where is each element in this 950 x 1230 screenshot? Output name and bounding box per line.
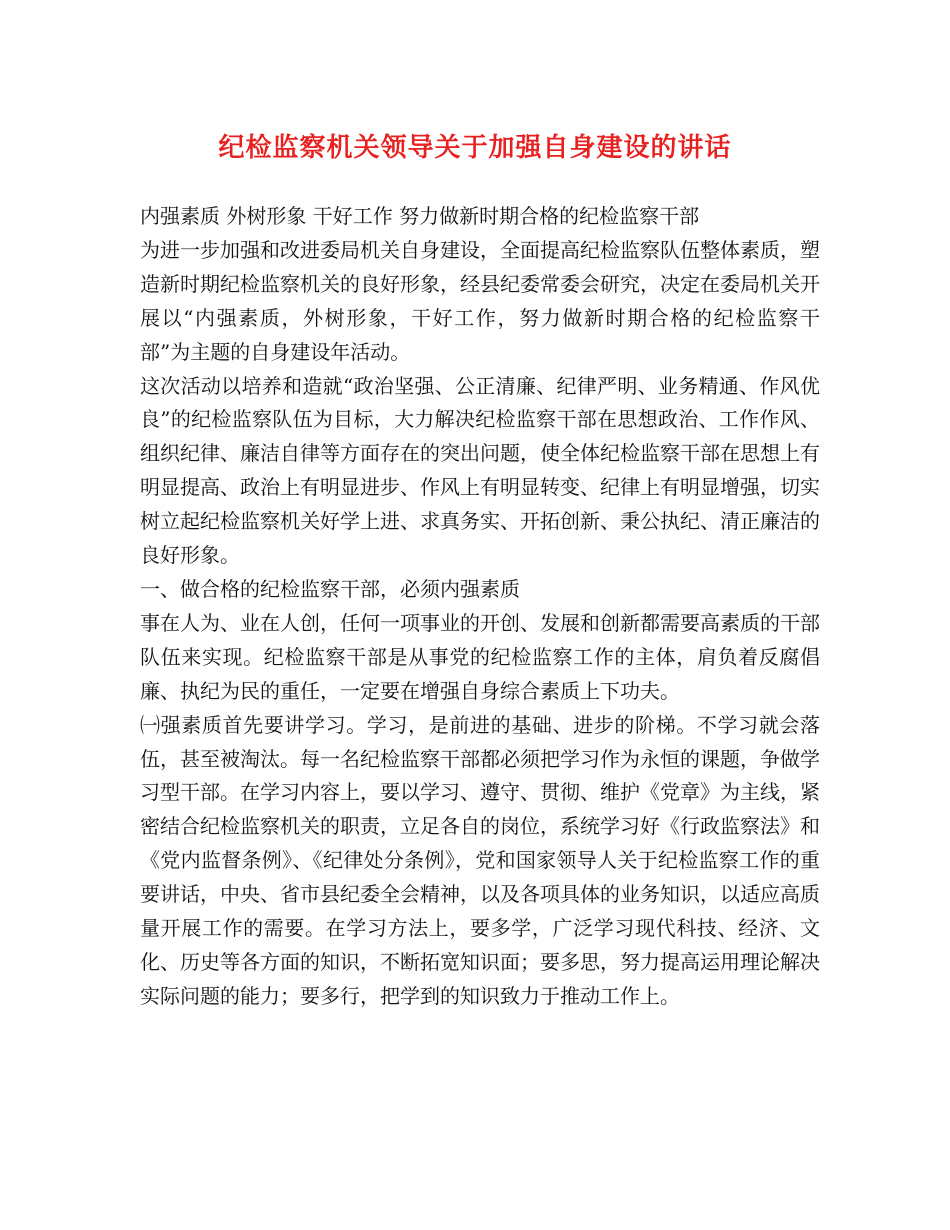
section-heading: 一、做合格的纪检监察干部，必须内强素质 <box>140 576 520 601</box>
document-body <box>140 200 820 1014</box>
study-paragraph: ㈠强素质首先要讲学习。学习，是前进的基础、进步的阶梯。不学习就会落伍，甚至被淘汰。每一名纪检监察干部都必须把学习作为永恒的课题，争做学习型干部。在学习内容上，要以学习、遵守、贯彻、维护《党章》为主线，紧密结合纪检监察机关的职责，立足各自的岗位，系统学习好《行政监察法》和《党内监督条例》、《纪律处分条例》，党和国家领导人关于纪检监察工作的重要讲话，中央、省市县纪委全会精神，以及各项具体的业务知识，以适应高质量开展工作的需要。在学习方法上，要多学，广泛学习现代科技、经济、文化、历史等各方面的知识，不断拓宽知识面；要多思，努力提高运用理论解决实际问题的能力；要多行，把学到的知识致力于推动工作上。 <box>140 712 820 1008</box>
activity-goal-paragraph: 这次活动以培养和造就“政治坚强、公正清廉、纪律严明、业务精通、作风优良”的纪检监察队伍为目标，大力解决纪检监察干部在思想政治、工作作风、组织纪律、廉洁自律等方面存在的突出问题，使全体纪检监察干部在思想上有明显提高、政治上有明显进步、作风上有明显转变、纪律上有明显增强，切实树立起纪检监察机关好学上进、求真务实、开拓创新、秉公执纪、清正廉洁的良好形象。 <box>140 373 820 568</box>
subtitle-paragraph: 内强素质 外树形象 干好工作 努力做新时期合格的纪检监察干部 <box>140 204 700 228</box>
section-intro-paragraph: 事在人为、业在人创，任何一项事业的开创、发展和创新都需要高素质的干部队伍来实现。纪检监察干部是从事党的纪检监察工作的主体，肩负着反腐倡廉、执纪为民的重任，一定要在增强自身综合素质上下功夫。 <box>140 610 820 703</box>
document-title: 纪检监察机关领导关于加强自身建设的讲话 <box>218 133 732 163</box>
intro-paragraph: 为进一步加强和改进委局机关自身建设，全面提高纪检监察队伍整体素质，塑造新时期纪检监察机关的良好形象，经县纪委常委会研究，决定在委局机关开展以“内强素质，外树形象，干好工作，努力做新时期合格的纪检监察干部”为主题的自身建设年活动。 <box>140 237 820 364</box>
